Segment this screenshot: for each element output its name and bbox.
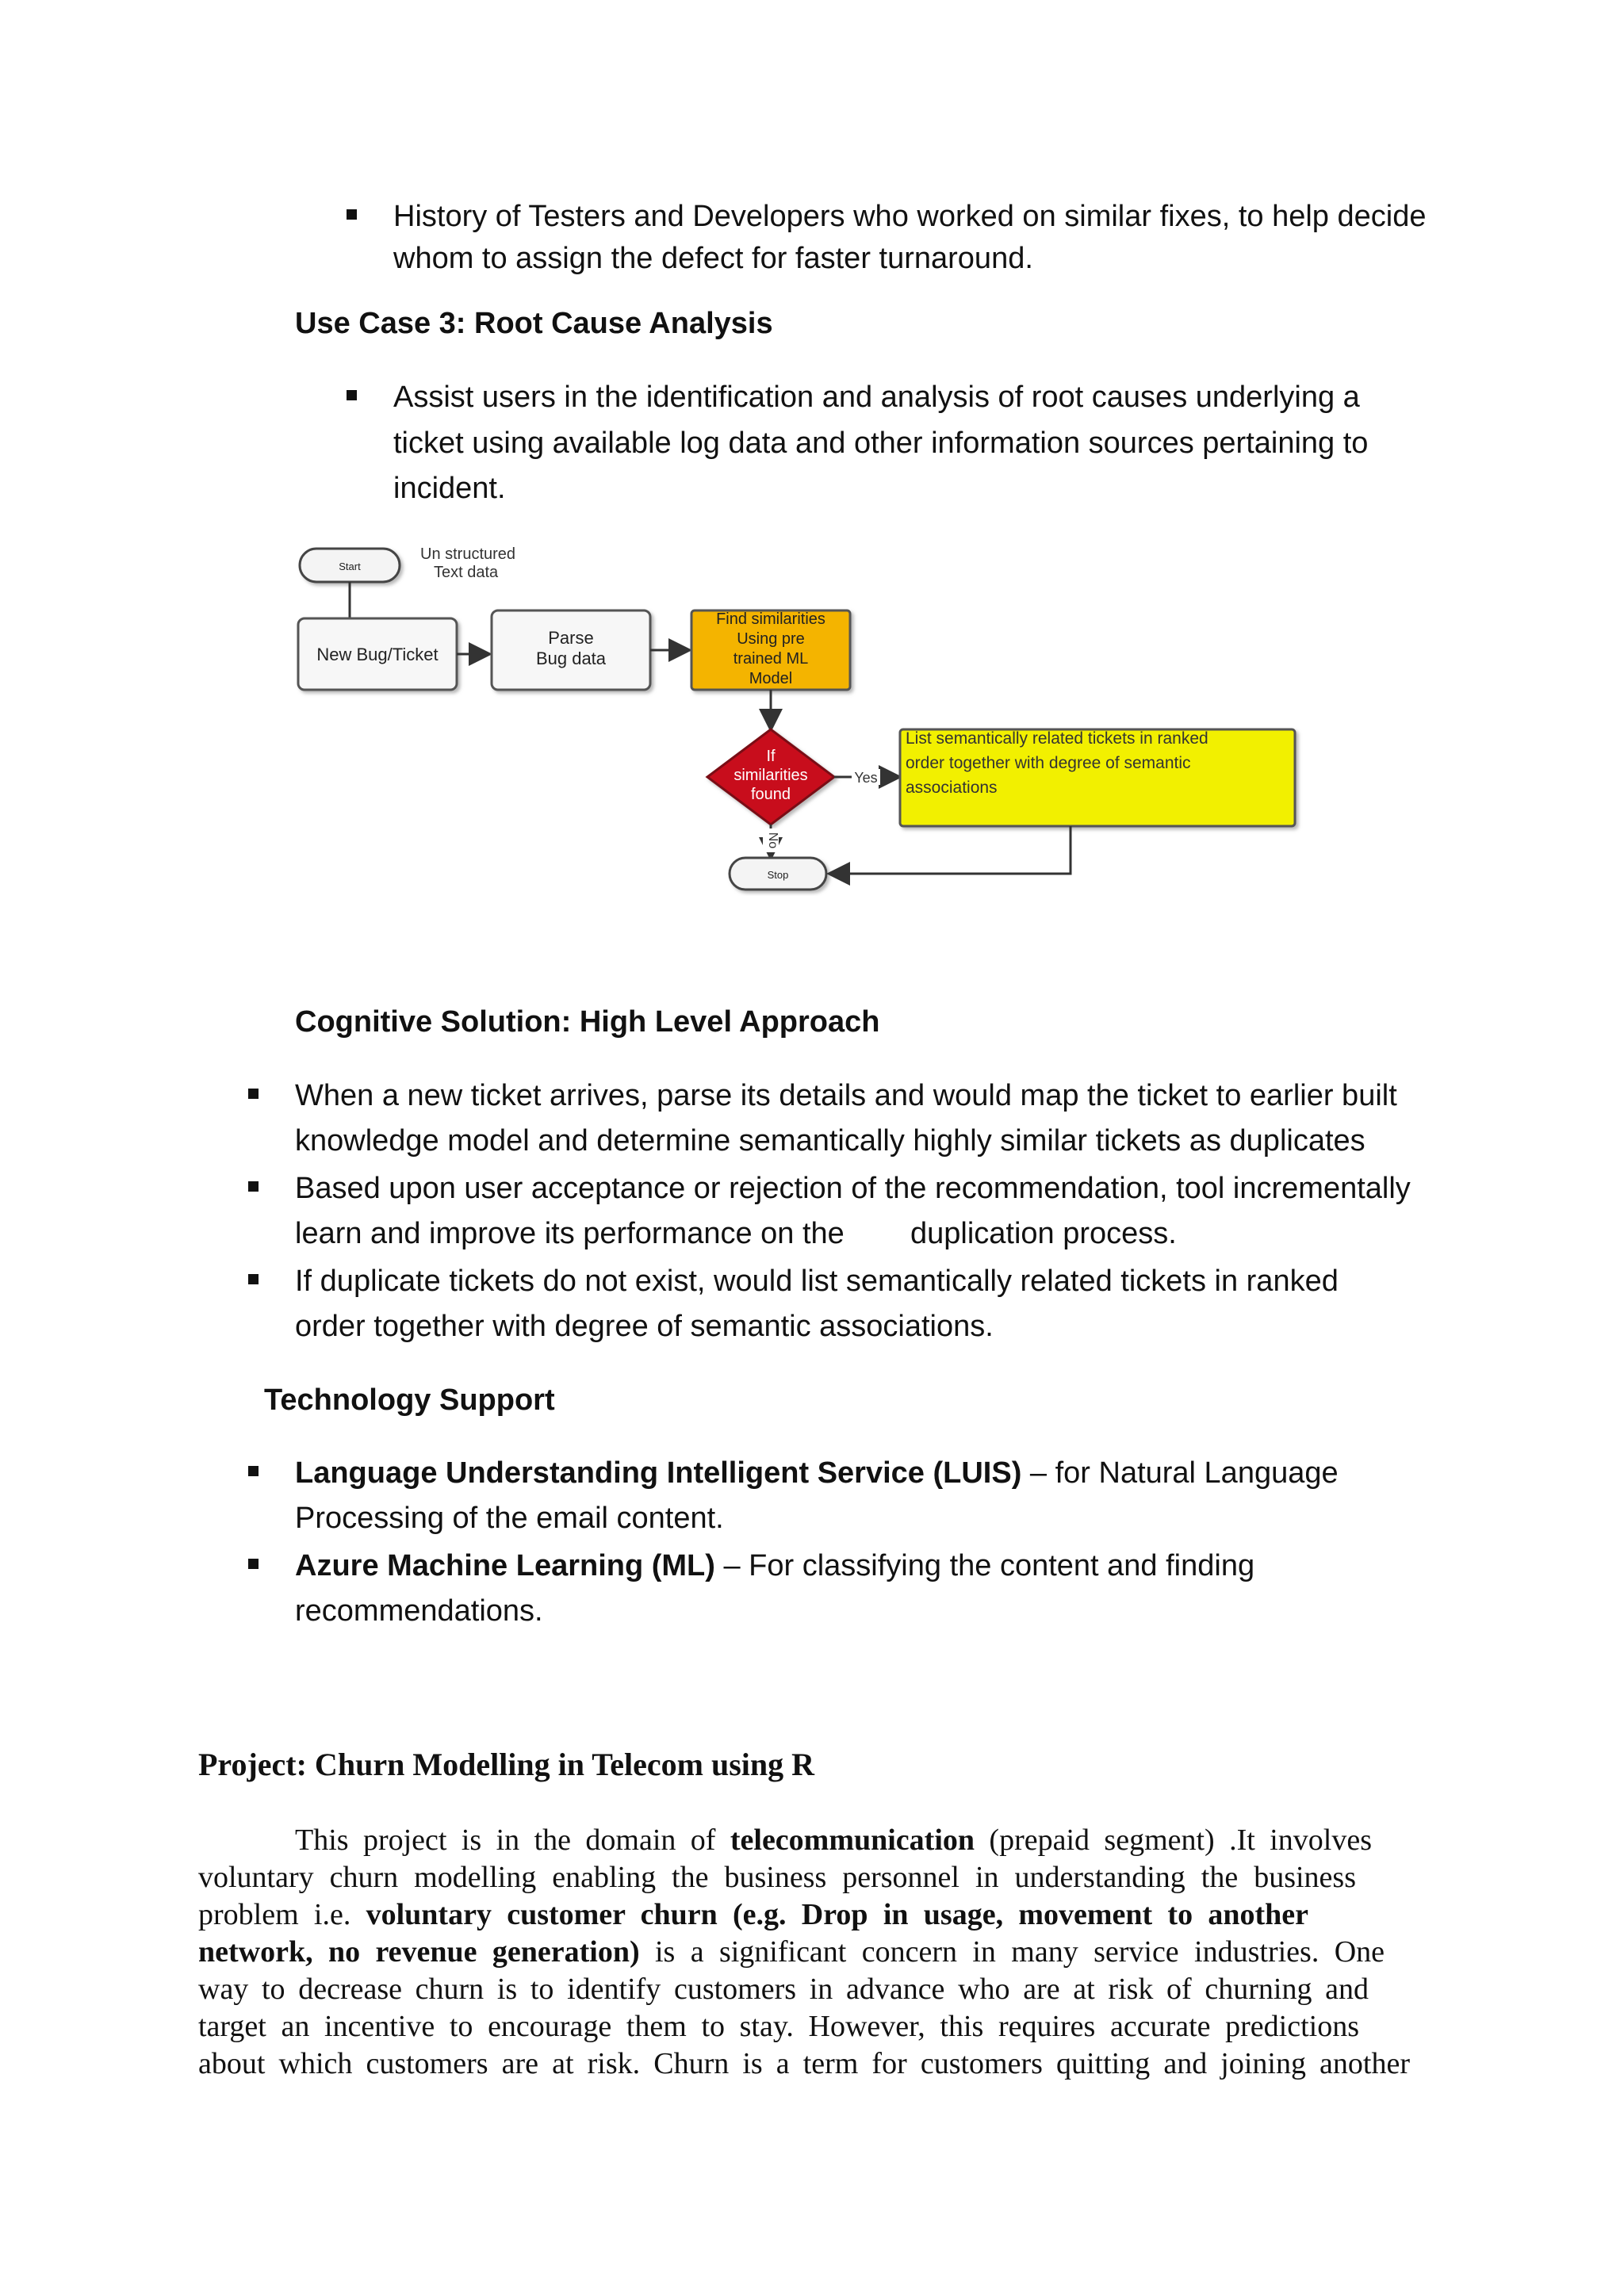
cognitive-b2-line2a: learn and improve its performance on the: [295, 1217, 845, 1250]
parse-label-line1: Parse: [548, 628, 594, 648]
yes-label: Yes: [854, 770, 878, 786]
find-label-line3: trained ML: [733, 650, 809, 668]
ml-desc: – For classifying the content and finding: [714, 1549, 1255, 1582]
root-cause-bullet-line1: Assist users in the identification and analysis of root causes underlying a: [393, 381, 1360, 414]
cognitive-b3-line1: If duplicate tickets do not exist, would list semantically related tickets in ranked: [295, 1265, 1339, 1298]
cognitive-b1-line2: knowledge model and determine semantically highly similar tickets as duplicates: [295, 1124, 1365, 1158]
para-bold-network: network, no revenue generation): [198, 1935, 640, 1969]
cognitive-b3-line2: order together with degree of semantic associations.: [295, 1310, 994, 1343]
project-para-line7: about which customers are at risk. Churn is a term for customers quitting and joining another: [198, 2047, 1410, 2080]
unstructured-note-line2: Text data: [434, 564, 499, 581]
decision-label-line1: If: [766, 748, 776, 765]
new-bug-label: New Bug/Ticket: [316, 645, 439, 664]
root-cause-bullet-line2: ticket using available log data and other information sources pertaining to: [393, 427, 1369, 460]
find-label-line4: Model: [749, 670, 793, 687]
decision-label-line2: similarities: [733, 767, 808, 784]
list-label-line3: associations: [906, 779, 998, 797]
tech-luis-line1: [295, 1451, 1339, 1495]
cognitive-b2-line1: Based upon user acceptance or rejection of the recommendation, tool incrementally: [295, 1172, 1411, 1205]
project-para-line4: [198, 1934, 1385, 1971]
use-case-3-heading: Use Case 3: Root Cause Analysis: [295, 307, 773, 340]
history-bullet-line1: History of Testers and Developers who worked on similar fixes, to help decide: [393, 200, 1427, 233]
project-para-line3: [198, 1896, 1308, 1934]
list-label-line1: List semantically related tickets in ranked: [906, 729, 1208, 748]
cognitive-b2-line2b: duplication process.: [910, 1217, 1177, 1250]
decision-label-line3: found: [750, 786, 791, 803]
bullet-marker: [248, 1274, 259, 1284]
para-text: is a significant concern in many service industries. One: [655, 1935, 1385, 1969]
start-label: Start: [339, 561, 361, 572]
para-text: problem i.e.: [198, 1898, 351, 1931]
connector-list-stop: [831, 826, 1071, 874]
para-bold-telecom: telecommunication: [730, 1823, 975, 1857]
bullet-marker: [347, 390, 357, 400]
bullet-marker: [248, 1089, 259, 1099]
tech-ml-line1: [295, 1544, 1254, 1588]
project-para-line1: [295, 1822, 1372, 1859]
para-bold-churn: voluntary customer churn (e.g. Drop in usage, movement to another: [366, 1898, 1308, 1931]
bullet-marker: [248, 1559, 259, 1569]
list-label-line2: order together with degree of semantic: [906, 754, 1191, 772]
cognitive-heading: Cognitive Solution: High Level Approach: [295, 1005, 880, 1039]
tech-luis-line2: Processing of the email content.: [295, 1502, 724, 1535]
para-text: This project is in the domain of: [295, 1823, 716, 1857]
stop-label: Stop: [767, 869, 789, 881]
para-text: (prepaid segment) .It involves: [989, 1823, 1373, 1857]
find-label-line1: Find similarities: [716, 610, 825, 628]
bullet-marker: [248, 1466, 259, 1476]
luis-name: Language Understanding Intelligent Service (LUIS): [295, 1456, 1022, 1490]
parse-label-line2: Bug data: [535, 649, 607, 668]
no-label: No: [766, 832, 779, 849]
project-para-line6: target an incentive to encourage them to stay. However, this requires accurate predictions: [198, 2010, 1359, 2043]
project-para-line5: way to decrease churn is to identify customers in advance who are at risk of churning and: [198, 1973, 1369, 2006]
find-label-line2: Using pre: [737, 630, 805, 648]
history-bullet-line2: whom to assign the defect for faster turnaround.: [393, 242, 1033, 275]
root-cause-flowchart: [285, 531, 1316, 904]
cognitive-b1-line1: When a new ticket arrives, parse its details and would map the ticket to earlier built: [295, 1079, 1397, 1112]
bullet-marker: [248, 1181, 259, 1192]
project-title: Project: Churn Modelling in Telecom using R: [198, 1747, 815, 1782]
ml-name: Azure Machine Learning (ML): [295, 1549, 715, 1582]
tech-heading: Technology Support: [264, 1383, 555, 1417]
bullet-marker: [347, 209, 357, 220]
luis-desc: – for Natural Language: [1021, 1456, 1339, 1490]
root-cause-bullet-line3: incident.: [393, 472, 506, 505]
project-para-line2: voluntary churn modelling enabling the business personnel in understanding the business: [198, 1861, 1356, 1894]
tech-ml-line2: recommendations.: [295, 1594, 543, 1628]
unstructured-note-line1: Un structured: [420, 545, 516, 563]
